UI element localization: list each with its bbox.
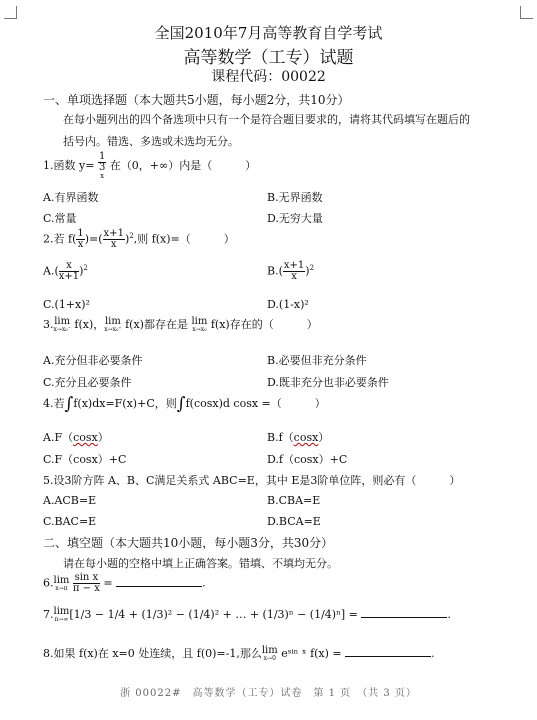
q2-f2-denominator: x [110,239,117,250]
section1-instruction-line1: 在每小题列出的四个备选项中只有一个是符合题目要求的，请将其代码填写在题后的 [63,113,470,126]
q2-a-exponent: 2 [83,263,88,272]
q5-option-d: D.BCA=E [267,515,321,528]
q4-b-argument: cosx [293,431,319,444]
q3-lim-2-sub: x→x₀⁺ [104,326,122,333]
q7-number: 7. [43,608,54,621]
q2-f1-denominator: x [77,239,84,250]
q1-numerator: 1 [98,151,106,162]
q8-stem: 8.如果 f(x)在 x=0 处连续，且 f(0)=-1,那么 [43,647,262,660]
question-2: 2.若 f( $\frac{1}{x}$ )=( $\frac{x+1}{x}$ )$^2$,则 f(x)=（ ） [43,228,235,250]
q4-b-prefix: B.f（ [267,431,294,444]
q8-lim-sub: x→0 [263,655,276,662]
page-footer: 浙 00022# 高等数学（工专）试卷 第 1 页 （共 3 页） [120,688,417,699]
course-code: 课程代码：00022 [211,69,326,85]
q3-option-a: A.充分但非必要条件 [43,354,143,367]
q2-option-d: D.(1-x)² [267,298,309,311]
q2-fraction-1 [76,229,84,250]
q6-limit [54,576,70,592]
q5-option-a: A.ACB=E [43,494,97,507]
q2-exponent: 2 [129,231,134,240]
q5-option-c: C.BAC=E [43,515,97,528]
q2-stem-end: ,则 f(x)=（ ） [133,232,235,246]
question-3 [43,316,318,333]
crop-mark-top-left [4,6,17,19]
q4-expr-1: f(x)dx=F(x)+C，则 [73,397,177,410]
q4-a-suffix: ） [97,431,109,444]
q4-option-c: C.F（cosx）+C [43,453,127,466]
question-7: 7. lim n→∞ [1/3 − 1/4 + (1/3)² − (1/4)² + … + (1/3)ⁿ − (1/4)ⁿ] = . [43,606,451,623]
question-4 [43,394,326,414]
q7-lim-sub: n→∞ [54,616,69,623]
q6-answer-blank[interactable] [116,576,202,587]
q6-numerator: sin x [74,572,99,583]
q2-fraction-2 [103,229,125,250]
q3-option-b: B.必要但非充分条件 [267,354,367,367]
q3-limit-1 [54,317,71,333]
q2-option-b [267,261,314,282]
q3-expr-3: f(x)存在的（ ） [207,318,318,331]
q2-b-prefix: B.( [267,264,283,278]
q3-lim-1: lim [54,316,71,327]
q1-exponent: x [100,172,105,180]
q4-b-suffix: ） [318,431,330,444]
q4-integral-sign-2: ∫ [176,394,186,414]
q6-lim: lim [53,574,70,586]
q3-lim-1-sub: x→x₀⁻ [53,326,71,333]
q3-lim-3: lim [191,316,208,327]
q4-stem-start: 4.若 [43,397,65,410]
q3-limit-3 [191,317,207,333]
q6-denominator: π − x [72,583,100,594]
question-1 [43,152,256,180]
q1-option-b: B.无界函数 [267,191,323,204]
q3-lim-2: lim [104,316,121,327]
subject-title: 高等数学（工专）试题 [183,48,354,68]
q2-option-c: C.(1+x)² [43,298,90,311]
q7-expression: [1/3 − 1/4 + (1/3)² − (1/4)² + … + (1/3)ⁿ − (1/4)ⁿ] = [69,608,358,621]
q2-a-fraction [59,261,79,282]
question-6: 6. lim x→π $\frac{\text{sin x}}{\pi - x}$ = . [43,572,206,594]
q2-a-suffix: ) [79,264,84,278]
q5-option-b: B.CBA=E [267,494,321,507]
q7-lim: lim [53,606,70,617]
section2-heading: 二、填空题（本大题共10小题，每小题3分，共30分） [43,536,334,550]
crop-mark-top-right [520,6,533,19]
exam-title: 全国2010年7月高等教育自学考试 [154,24,383,42]
q8-expression: eˢⁱⁿ ˣ f(x) = [277,647,342,660]
q4-integral-sign-1: ∫ [64,394,74,414]
q3-option-c: C.充分且必要条件 [43,376,132,389]
q8-lim: lim [261,645,278,656]
q1-fraction [98,152,106,180]
q4-option-b [267,429,329,445]
q2-a-numerator: x [59,261,79,272]
q6-lim-sub: x→π [55,584,68,592]
question-5: 5.设3阶方阵 A、B、C满足关系式 ABC=E，其中 E是3阶单位阵，则必有（ ） [43,474,461,487]
q8-limit [262,646,278,662]
q8-answer-blank[interactable] [345,646,431,657]
q3-option-d: D.既非充分也非必要条件 [267,376,389,389]
section2-instruction: 请在每小题的空格中填上正确答案。错填、不填均无分。 [63,557,338,570]
q1-option-d: D.无穷大量 [267,212,323,225]
q4-option-a [43,429,109,445]
q6-fraction [73,573,100,594]
q1-stem-start: 1.函数 y= [43,159,95,172]
q6-equals: = [99,576,113,590]
q3-lim-3-sub: x→x₀ [192,326,207,333]
q3-limit-2 [104,317,121,333]
q1-option-c: C.常量 [43,212,77,225]
question-8: 8.如果 f(x)在 x=0 处连续，且 f(0)=-1,那么 lim x→0 eˢⁱⁿ ˣ f(x) = . [43,645,435,662]
section1-heading: 一、单项选择题（本大题共5小题，每小题2分，共10分） [43,93,350,107]
q6-number: 6. [43,576,54,590]
q2-b-denominator: x [291,271,297,282]
q1-option-a: A.有界函数 [43,191,99,204]
q2-stem-start: 2.若 f( [43,232,77,246]
q2-a-denominator: x+1 [58,271,80,282]
q2-a-prefix: A.( [43,264,59,278]
q4-a-argument: cosx [73,431,98,444]
q2-option-a [43,261,88,282]
q7-answer-blank[interactable] [361,607,447,618]
q4-expr-2: f(cosx)d cosx =（ ） [185,397,326,410]
q3-expr-1: f(x)， [70,318,105,331]
q2-b-exponent: 2 [309,263,315,272]
q4-option-d: D.f（cosx）+C [267,453,348,466]
q3-number: 3. [43,318,54,331]
q2-b-numerator: x+1 [283,260,305,271]
q2-f2-numerator: x+1 [103,228,124,239]
q1-denominator: 3 [98,162,106,173]
q3-expr-2: f(x)都存在是 [121,318,192,331]
q2-f1-numerator: 1 [77,228,84,239]
q1-stem-end: 在（0，+∞）内是（ ） [109,159,257,172]
q2-stem-mid: )=( [84,232,103,246]
q7-limit [54,607,70,623]
section1-instruction-line2: 括号内。错选、多选或未选均无分。 [63,135,239,148]
q2-b-suffix: ) [305,264,310,278]
q2-b-fraction [283,261,305,282]
q4-a-prefix: A.F（ [43,431,74,444]
